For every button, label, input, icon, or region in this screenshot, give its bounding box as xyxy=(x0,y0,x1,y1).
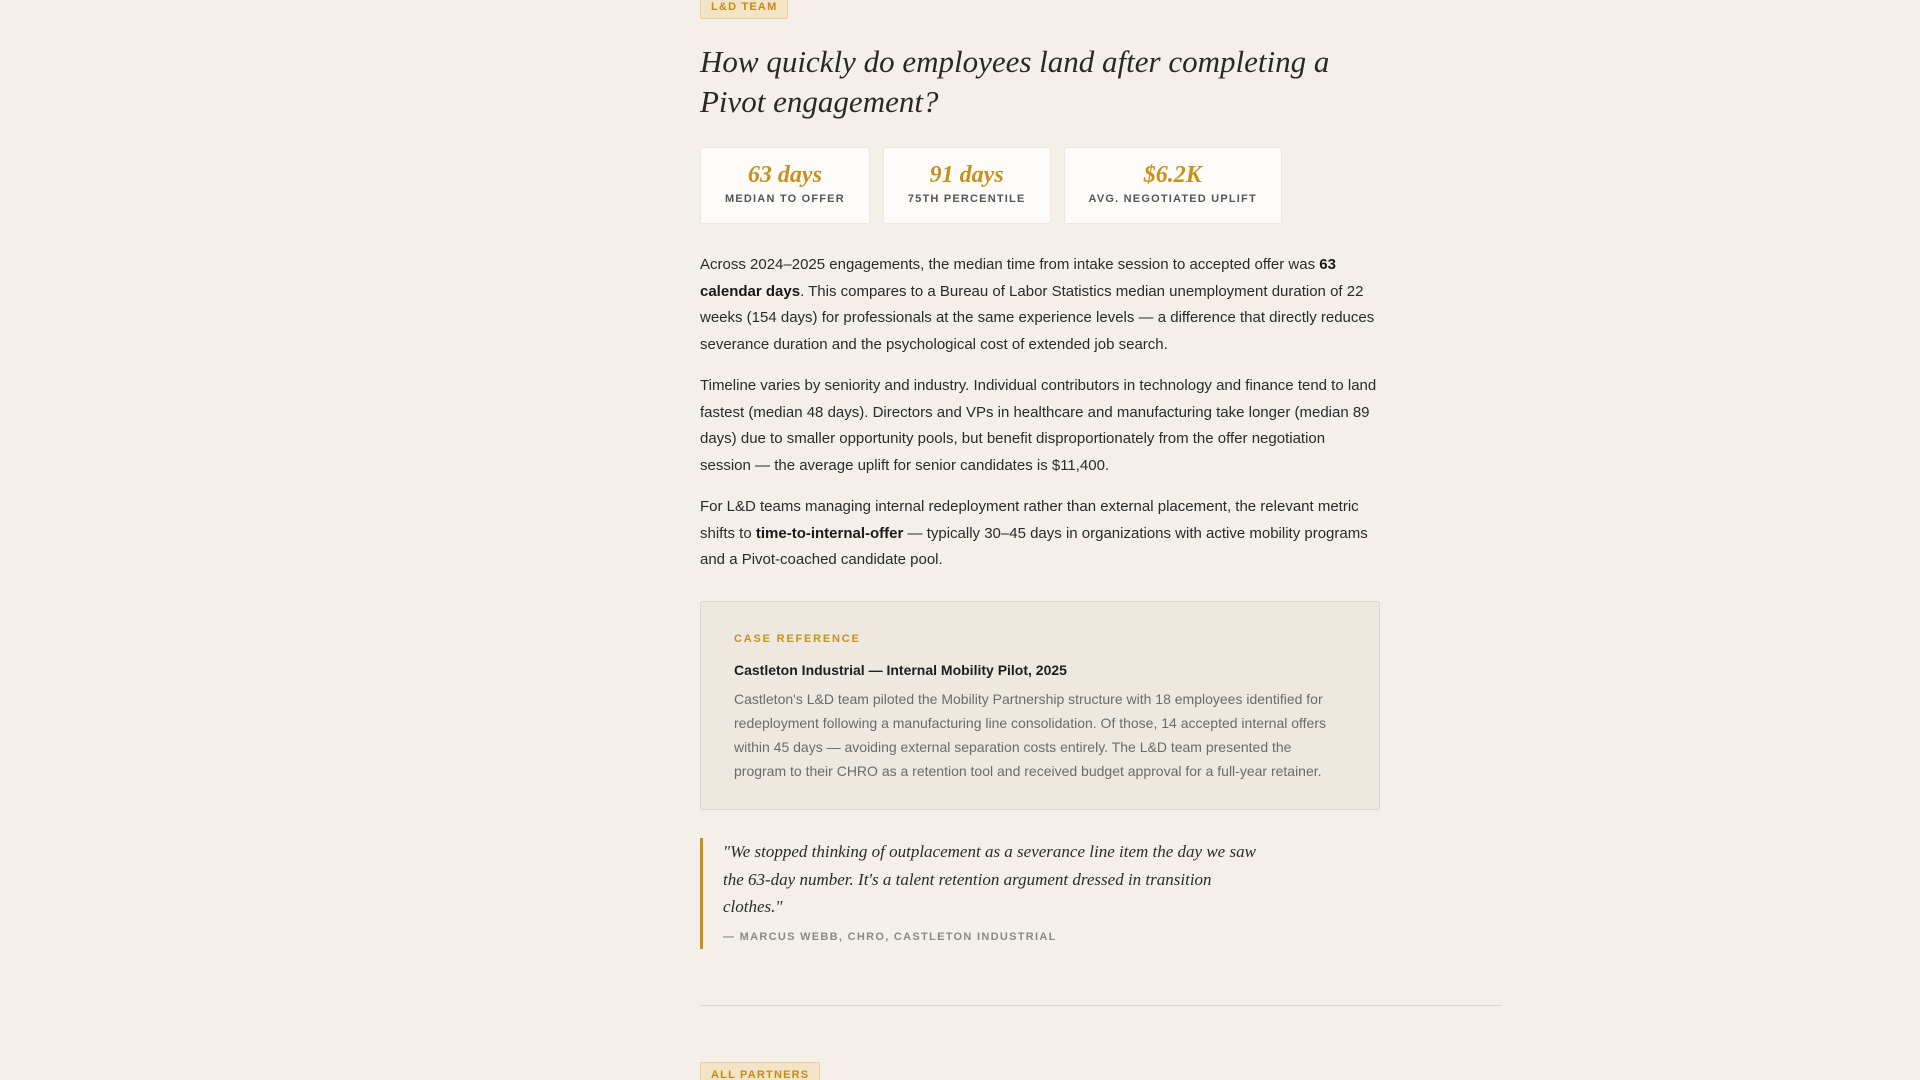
stat-value: 63 days xyxy=(747,162,822,188)
paragraph-seniority: Timeline varies by seniority and industry. Individual contributors in technology and finance tend to land fastest (median 48 days). Directors and VPs in healthcare and manufacturing take longer (median 89 days) due to smaller opportunity pools, but benefit disproportionately from the offer negotiation session — the average uplift for senior candidates is $11,400. xyxy=(700,377,1377,474)
next-section-tag: ALL PARTNERS xyxy=(700,1062,820,1080)
stats-row xyxy=(700,147,1282,224)
stat-card-uplift xyxy=(1064,147,1282,224)
body-text xyxy=(700,252,1380,589)
stat-card-percentile xyxy=(883,147,1051,224)
stat-card-median xyxy=(700,147,870,224)
paragraph-text: For L&D teams managing internal redeployment rather than external placement, the relevant metric shifts to xyxy=(700,498,1359,542)
paragraph-text: Across 2024–2025 engagements, the median time from intake session to accepted offer was xyxy=(700,256,1320,273)
section-tag: L&D TEAM xyxy=(700,0,788,19)
emphasis-text: 63 calendar days xyxy=(700,256,1336,300)
paragraph-internal xyxy=(700,494,1380,574)
stat-value: 91 days xyxy=(929,162,1004,188)
section-divider xyxy=(700,1005,1502,1006)
case-title: Castleton Industrial — Internal Mobility Pilot, 2025 xyxy=(734,662,1067,678)
page-title: How quickly do employees land after completing a Pivot engagement? xyxy=(700,44,1330,119)
case-body: Castleton's L&D team piloted the Mobility Partnership structure with 18 employees identified for redeployment following a manufacturing line consolidation. Of those, 14 accepted internal offers within 45 days — avoiding external separation costs entirely. The L&D team presented the program to their CHRO as a retention tool and received budget approval for a full-year retainer. xyxy=(734,691,1326,779)
stat-label: MEDIAN TO OFFER xyxy=(725,193,845,205)
case-reference-card xyxy=(700,601,1380,810)
emphasis-text: time-to-internal-offer xyxy=(755,524,904,542)
stat-value: $6.2K xyxy=(1143,162,1202,188)
paragraph-text: . This compares to a Bureau of Labor Statistics median unemployment duration of 22 weeks (154 days) for professionals at the same experience levels — a difference that directly reduces severance duration and the psychological cost of extended job search. xyxy=(700,282,1375,353)
case-tag: CASE REFERENCE xyxy=(734,633,861,645)
paragraph-median xyxy=(700,252,1380,358)
quote-attribution: — MARCUS WEBB, CHRO, CASTLETON INDUSTRIAL xyxy=(723,930,1057,943)
stat-label: AVG. NEGOTIATED UPLIFT xyxy=(1088,193,1257,205)
quote-text: "We stopped thinking of outplacement as a severance line item the day we saw the 63-day number. It's a talent retention argument dressed in transition clothes." xyxy=(723,842,1256,916)
paragraph-text: — typically 30–45 days in organizations with active mobility programs and a Pivot-coached candidate pool. xyxy=(700,524,1368,568)
testimonial-quote xyxy=(700,838,1260,949)
stat-label: 75TH PERCENTILE xyxy=(907,193,1026,205)
